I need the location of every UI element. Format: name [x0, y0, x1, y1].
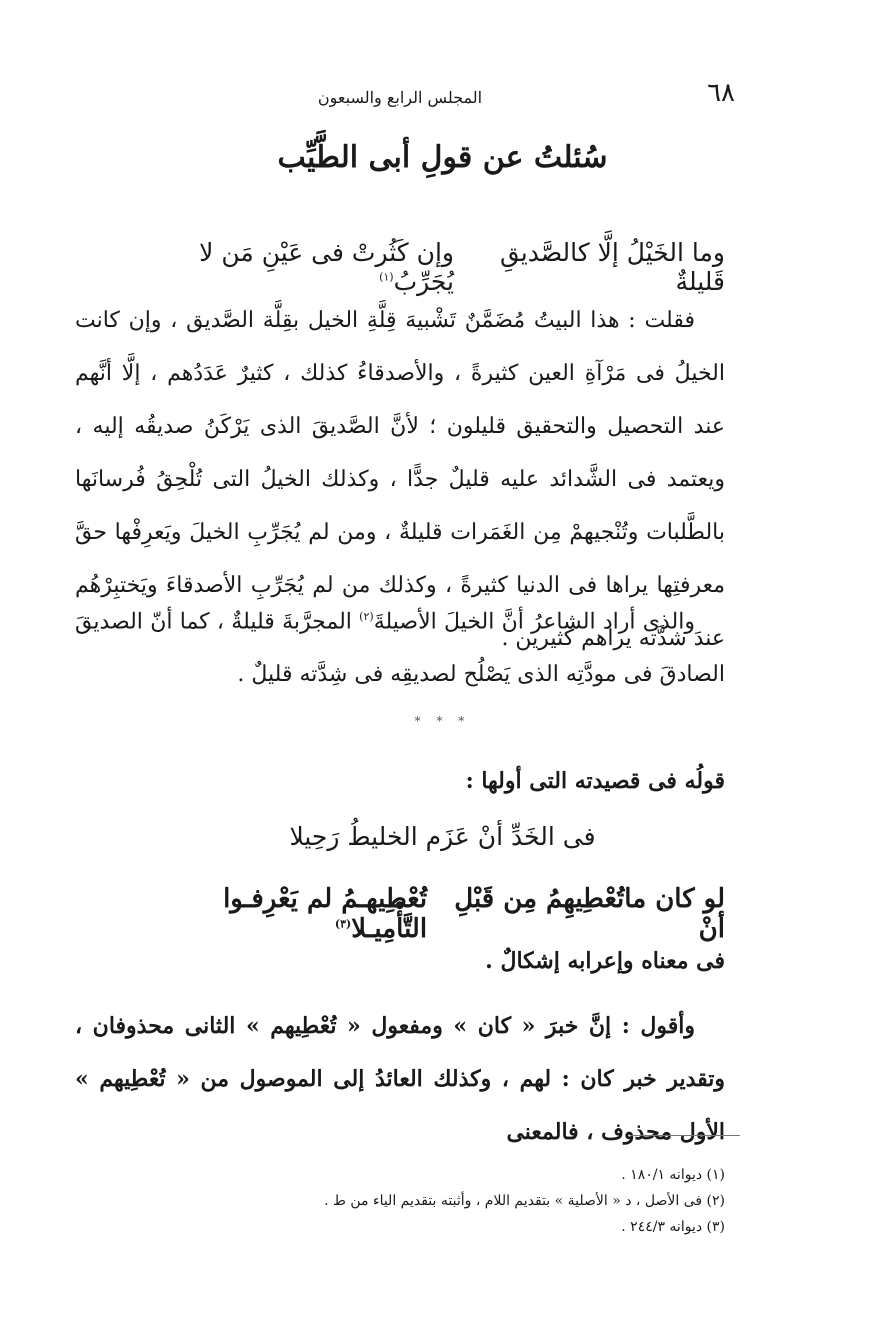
intro-line: قولُه فى قصيدته التى أولها : — [465, 768, 725, 794]
section-separator: * * * — [414, 714, 471, 728]
verse-1-second-text: وإن كَثُرتْ فى عَيْنِ مَن لا يُجَرِّبُ — [199, 238, 455, 296]
verse-line-1 — [130, 238, 725, 296]
footnote-2: (٢) فى الأصل ، د « الأصلية » بتقديم اللام ، وأثبته بتقديم الياء من ط . — [324, 1193, 725, 1209]
footnote-ref-2: (٢) — [359, 610, 374, 623]
paragraph-2 — [75, 590, 725, 701]
verse-1-second-hemistich — [130, 238, 454, 296]
footnote-ref-3: (٣) — [334, 917, 352, 931]
footnotes — [324, 1162, 725, 1240]
verse-2-first-hemistich: لو كان ماتُعْطِيهِمُ مِن قَبْلِ أنْ — [454, 884, 725, 944]
footnote-rule — [630, 1135, 740, 1136]
opening-hemistich: فى الخَدِّ أنْ عَزَم الخليطُ رَحِيلا — [289, 822, 596, 851]
footnote-3: (٣) ديوانه ٢٤٤/٣ . — [621, 1219, 725, 1235]
paragraph-2-text-a: والذى أراد الشاعرُ أنَّ الخيلَ الأصيلةَ — [373, 609, 695, 635]
verse-line-2 — [130, 884, 725, 944]
verse-2-second-hemistich — [130, 884, 427, 944]
paragraph-3 — [75, 1000, 725, 1159]
page-number: ٦٨ — [707, 78, 735, 108]
paragraph-2-text-b: المجرَّبةَ قليلةٌ ، كما أنّ الصديقَ الصادقَ فى مودَّتِه الذى يَصْلُح لصديقِه فى شِدَّته قليلٌ . — [75, 609, 725, 688]
verse-1-first-hemistich: وما الخَيْلُ إلَّا كالصَّديقِ قَليلةٌ — [499, 238, 725, 296]
paragraph-1-text: فقلت : هذا البيتُ مُضَمَّنٌ تَشْبيهَ قِلَّةِ الخيل بقِلَّة الصَّديق ، وإن كانت الخيلُ فى مَرْآةِ العين كثيرةً ، والأصدقاءُ كذلك ، كثيرٌ عَدَدُهم ، إلَّا أنَّهم عند التحصيل والتحقيق قليلون ؛ لأنَّ الصَّديقَ الذى يَرْكَنُ صديقُه إليه ، ويعتمد فى الشَّدائد عليه قليلٌ جدًّا ، وكذلك الخيلُ التى تُلْحِقُ فُرسانَها بالطَّلبات وتُنْجيهمْ مِن الغَمَرات قليلةٌ ، ومن لم يُجَرِّبِ الخيلَ ويَعرِفْها حقَّ معرفتِها يراها فى الدنيا كثيرةً ، وكذلك من لم يُجَرِّبِ الأصدقاءَ ويَختبِرْهُم عندَ شدَّته يراهم كثيرين . — [75, 308, 725, 651]
remark-line: فى معناه وإعرابه إشكالٌ . — [485, 948, 725, 974]
verse-2-second-text: تُعْطِيهـمُ لم يَعْرِفـوا التَّأْمِيـلا — [223, 884, 428, 944]
running-header — [0, 78, 885, 118]
running-title: المجلس الرابع والسبعون — [317, 88, 483, 107]
footnote-ref-1: (١) — [379, 270, 394, 284]
paragraph-3-text: وأقول : إنَّ خبرَ « كان » ومفعول « تُعْطِيهم » الثانى محذوفان ، وتقدير خبر كان : لهم ، وكذلك العائدُ إلى الموصول من « تُعْطِيهم » الأول محذوف ، فالمعنى — [75, 1013, 725, 1145]
footnote-1: (١) ديوانه ١٨٠/١ . — [621, 1167, 725, 1183]
section-title: سُئلتُ عن قولِ أبى الطَّيِّب — [277, 140, 608, 175]
